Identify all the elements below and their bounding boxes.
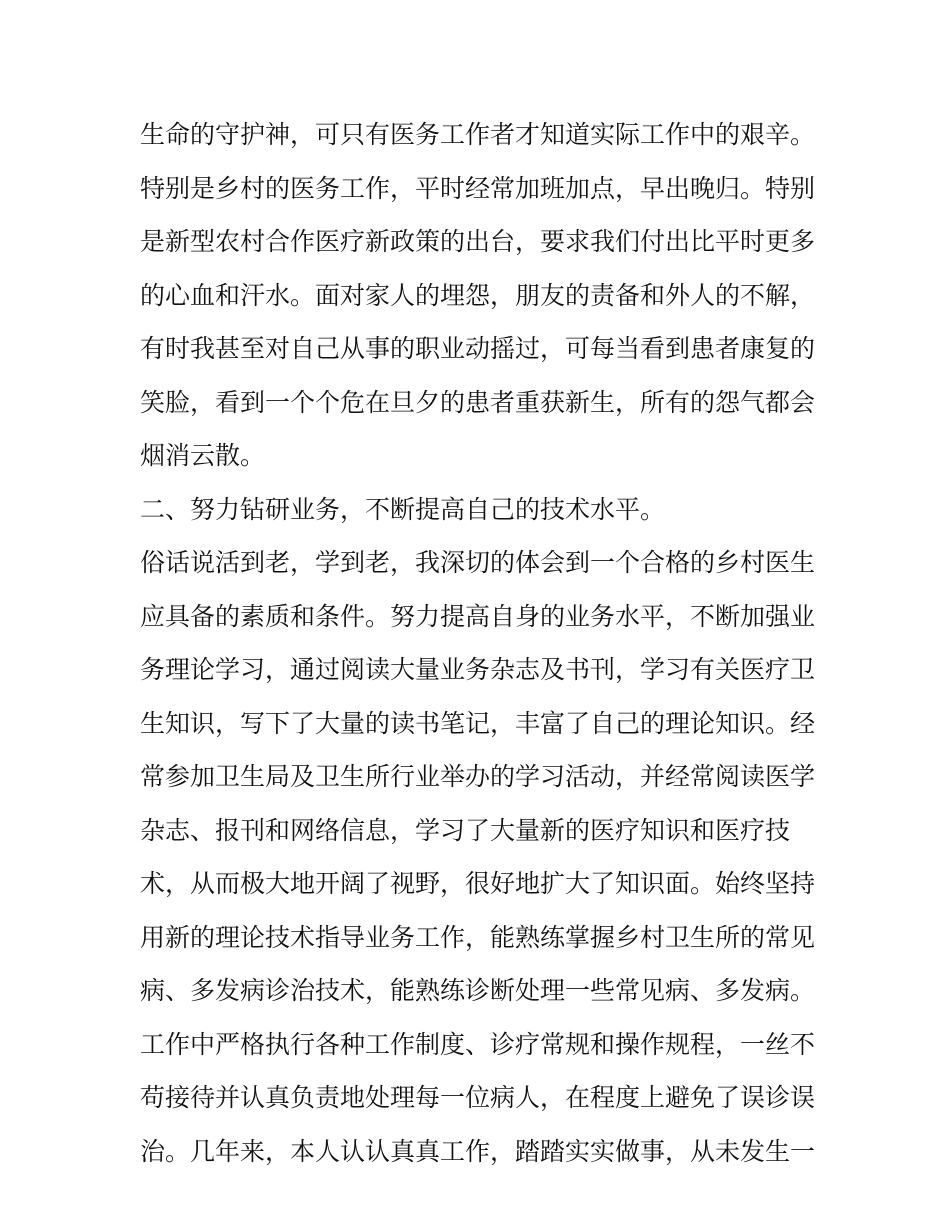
text-line: 俗话说活到老，学到老，我深切的体会到一个合格的乡村医生	[140, 548, 816, 577]
text-line: 务理论学习，通过阅读大量业务杂志及书刊，学习有关医疗卫	[140, 655, 816, 684]
text-line: 常参加卫生局及卫生所行业举办的学习活动，并经常阅读医学	[140, 762, 816, 791]
text-line: 笑脸，看到一个个危在旦夕的患者重获新生，所有的怨气都会	[140, 387, 816, 417]
text-line: 烟消云散。	[140, 441, 266, 470]
text-line: 治。几年来，本人认认真真工作，踏踏实实做事，从未发生一	[140, 1136, 816, 1166]
text-line: 术，从而极大地开阔了视野，很好地扩大了知识面。始终坚持	[140, 869, 816, 898]
text-line: 用新的理论技术指导业务工作，能熟练掌握乡村卫生所的常见	[140, 922, 816, 952]
text-line: 病、多发病诊治技术，能熟练诊断处理一些常见病、多发病。	[140, 976, 816, 1005]
text-line: 应具备的素质和条件。努力提高自身的业务水平，不断加强业	[140, 601, 816, 631]
section-heading: 二、努力钻研业务，不断提高自己的技术水平。	[140, 494, 666, 524]
body-text	[140, 108, 820, 1178]
text-line: 杂志、报刊和网络信息，学习了大量新的医疗知识和医疗技	[140, 815, 791, 845]
text-line: 生命的守护神，可只有医务工作者才知道实际工作中的艰辛。	[140, 120, 816, 149]
text-line: 的心血和汗水。面对家人的埋怨，朋友的责备和外人的不解，	[140, 280, 816, 310]
text-line: 特别是乡村的医务工作，平时经常加班加点，早出晚归。特别	[140, 173, 816, 203]
text-line: 工作中严格执行各种工作制度、诊疗常规和操作规程，一丝不	[140, 1029, 816, 1059]
text-line: 有时我甚至对自己从事的职业动摇过，可每当看到患者康复的	[140, 334, 816, 363]
text-line: 生知识，写下了大量的读书笔记，丰富了自己的理论知识。经	[140, 708, 816, 738]
text-line: 是新型农村合作医疗新政策的出台，要求我们付出比平时更多	[140, 227, 816, 256]
text-line: 苟接待并认真负责地处理每一位病人，在程度上避免了误诊误	[140, 1083, 816, 1112]
